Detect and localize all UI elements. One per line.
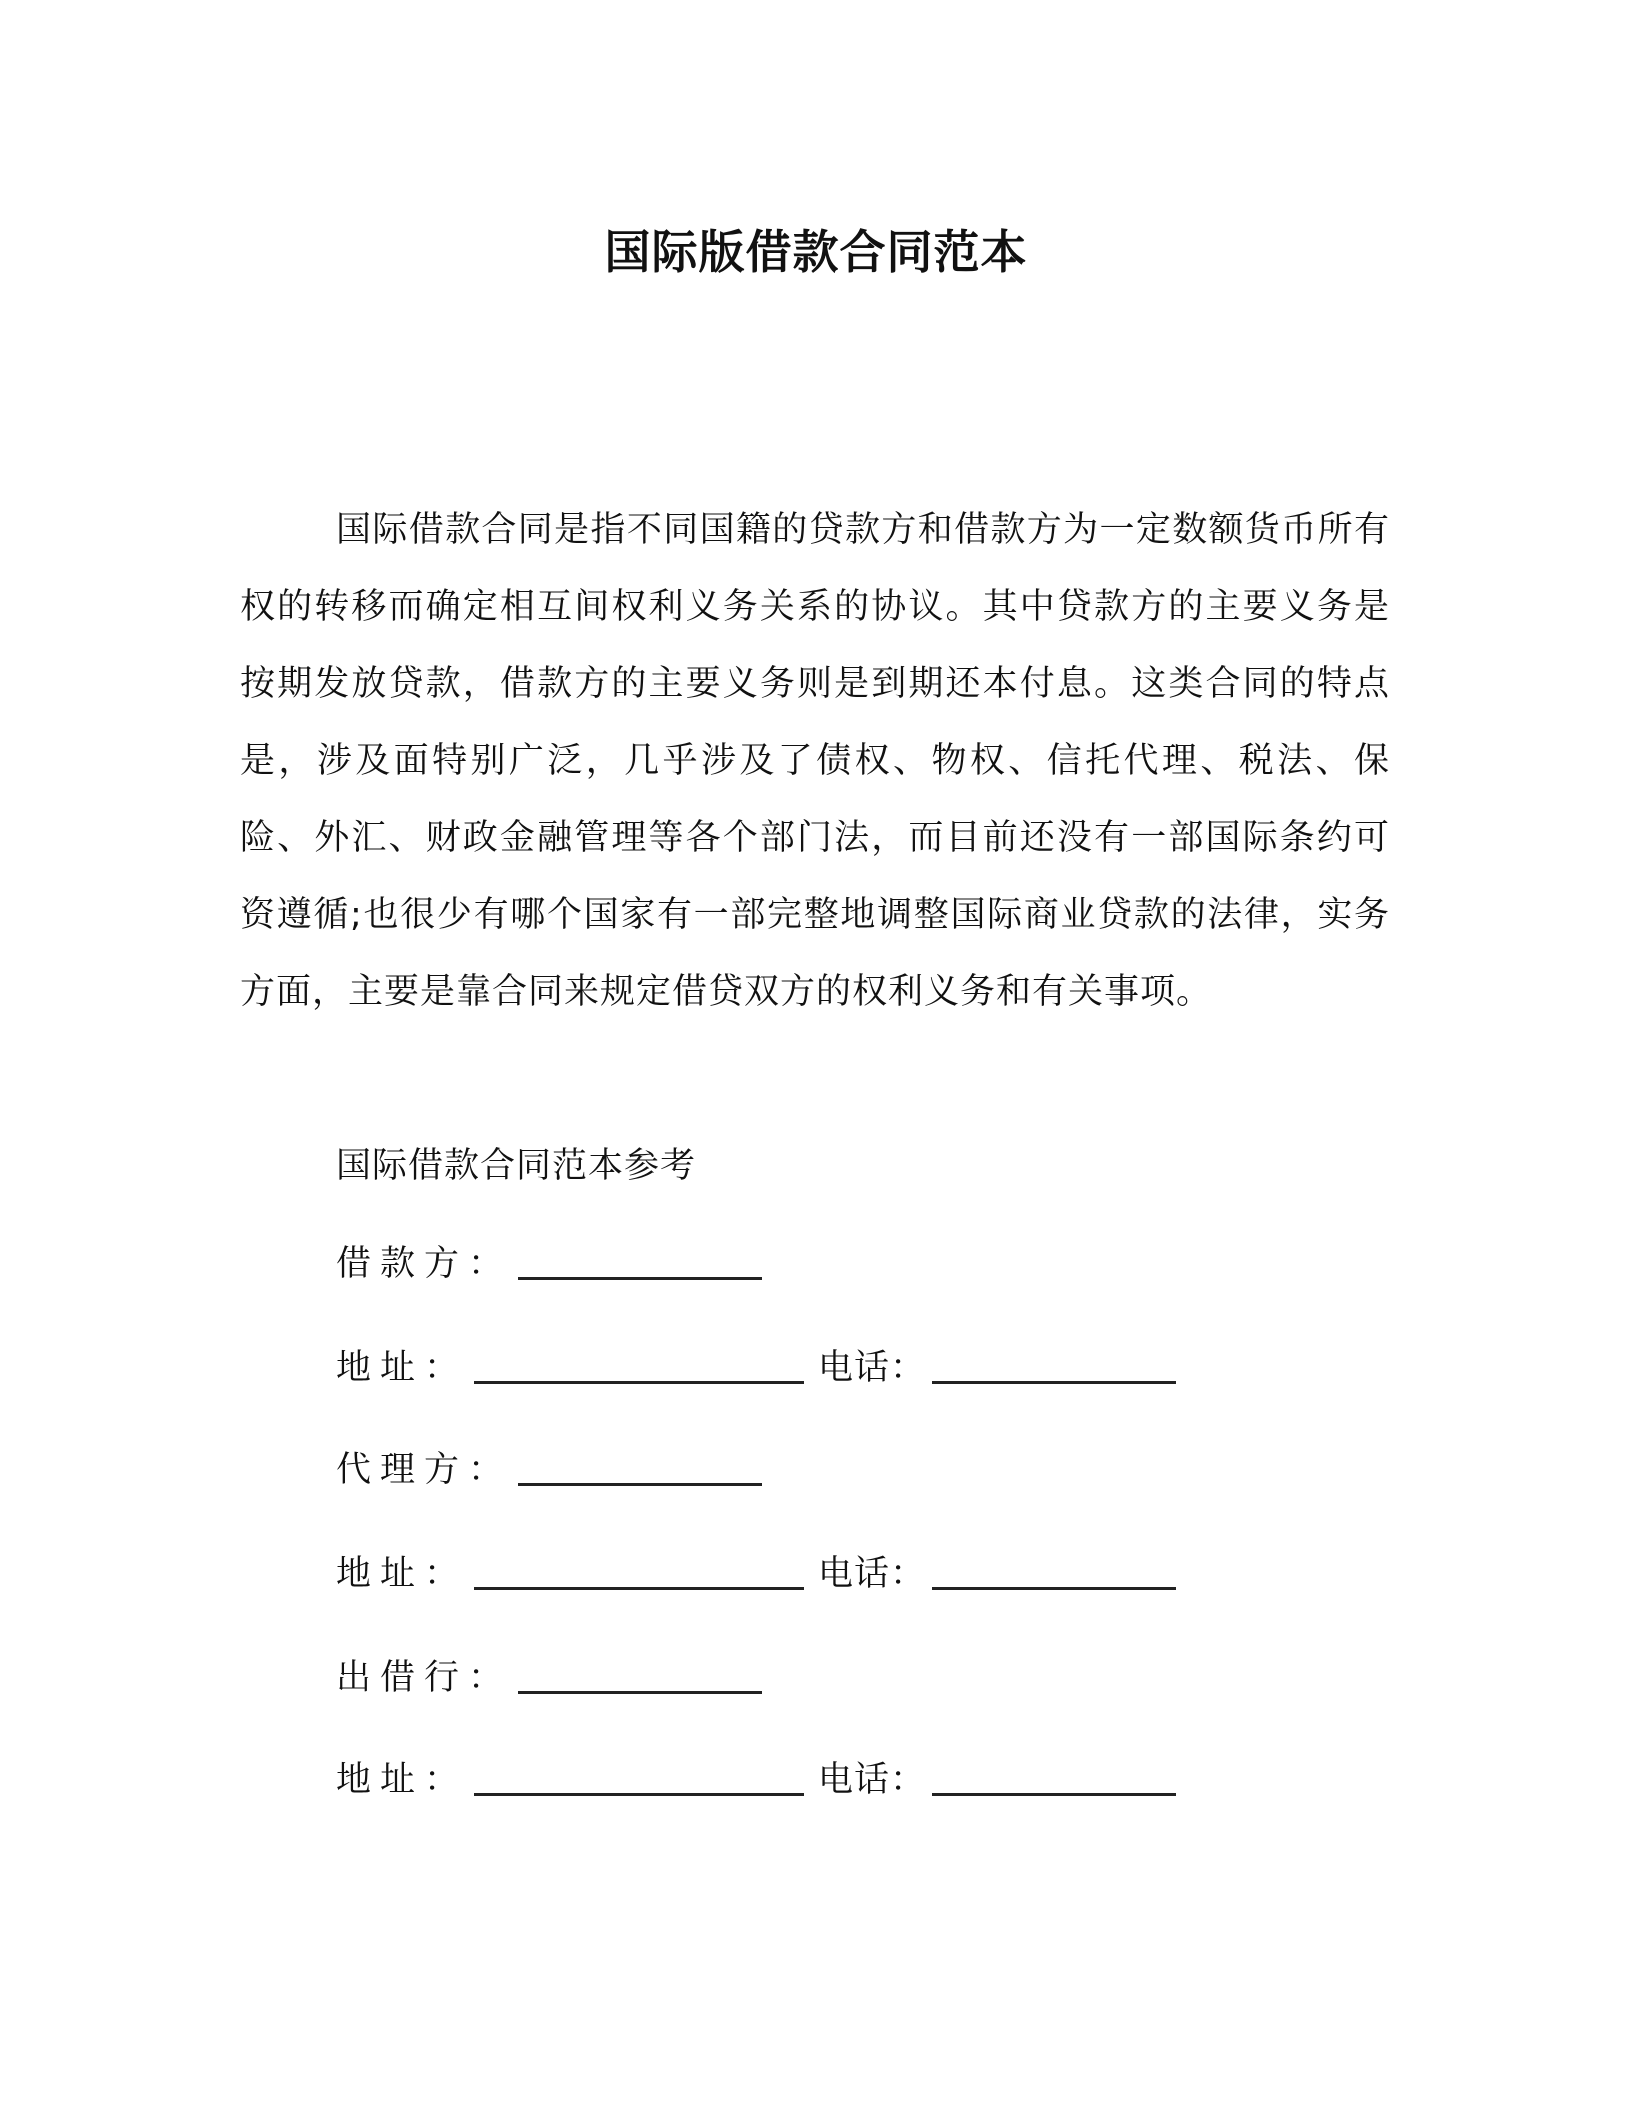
- borrower-row: [336, 1236, 762, 1292]
- lender-label: 出借行：: [336, 1658, 513, 1698]
- agent-phone-label: 电话：: [818, 1554, 927, 1594]
- borrower-phone-blank: [932, 1369, 1176, 1384]
- lender-phone-label: 电话：: [818, 1760, 927, 1800]
- lender-name-blank: [518, 1679, 762, 1694]
- agent-label: 代理方：: [336, 1450, 513, 1490]
- borrower-name-blank: [518, 1265, 762, 1280]
- lender-address-label: 地址：: [336, 1760, 469, 1800]
- section-subheading: 国际借款合同范本参考: [336, 1146, 697, 1186]
- borrower-address-label: 地址：: [336, 1348, 469, 1388]
- agent-address-blank: [474, 1575, 804, 1590]
- lender-phone-blank: [932, 1781, 1176, 1796]
- lender-address-blank: [474, 1781, 804, 1796]
- borrower-address-blank: [474, 1369, 804, 1384]
- document-title: 国际版借款合同范本: [604, 225, 1028, 279]
- borrower-contact-row: [336, 1340, 1176, 1396]
- agent-contact-row: [336, 1546, 1176, 1602]
- borrower-label: 借款方：: [336, 1244, 513, 1284]
- lender-row: [336, 1650, 762, 1706]
- agent-phone-blank: [932, 1575, 1176, 1590]
- agent-address-label: 地址：: [336, 1554, 469, 1594]
- intro-paragraph: 国际借款合同是指不同国籍的贷款方和借款方为一定数额货币所有权的转移而确定相互间权利义务关系的协议。其中贷款方的主要义务是按期发放贷款，借款方的主要义务则是到期还本付息。这类合同的特点是，涉及面特别广泛，几乎涉及了债权、物权、信托代理、税法、保险、外汇、财政金融管理等各个部门法，而目前还没有一部国际条约可资遵循;也很少有哪个国家有一部完整地调整国际商业贷款的法律，实务方面，主要是靠合同来规定借贷双方的权利义务和有关事项。: [240, 510, 1390, 1012]
- agent-name-blank: [518, 1471, 762, 1486]
- lender-contact-row: [336, 1752, 1176, 1808]
- agent-row: [336, 1442, 762, 1498]
- borrower-phone-label: 电话：: [818, 1348, 927, 1388]
